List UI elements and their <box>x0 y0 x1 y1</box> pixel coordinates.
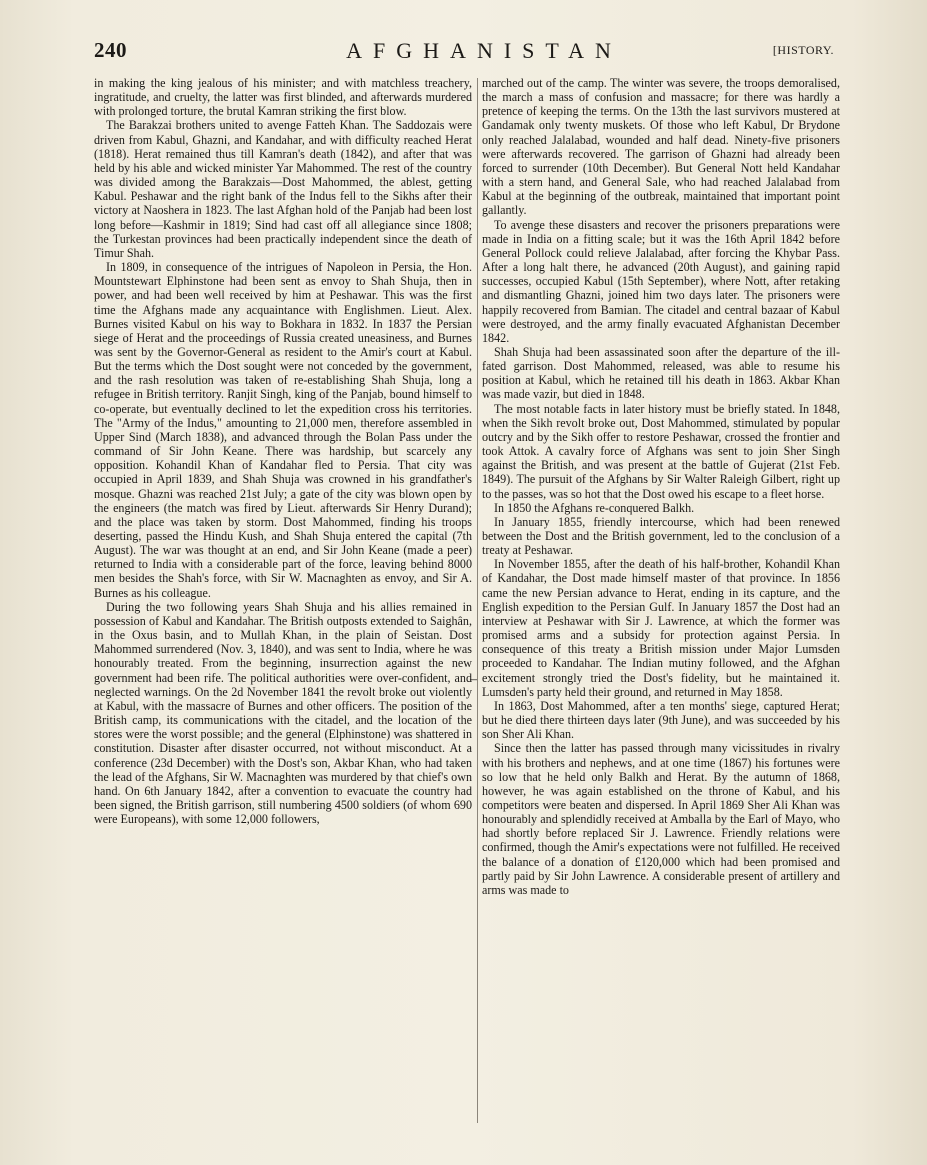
page-number: 240 <box>94 38 127 62</box>
paragraph: In 1863, Dost Mahommed, after a ten months' siege, captured Herat; but he died there thirteen days later (9th June), and was succeeded by his son Sher Ali Khan. <box>482 698 840 742</box>
paragraph: Since then the latter has passed through many vicissitudes in rivalry with his brothers and nephews, and at one time (1867) his fortunes were so low that he held only Balkh and Herat. By the autumn of 1868, however, he was again established on the throne of Kabul, and his competitors were beaten and dispersed. In April 1869 Sher Ali Khan was honourably and splendidly received at Amballa by the Earl of Mayo, who had shortly before replaced Sir J. Lawrence. Friendly relations were confirmed, though the Amir's expectations were not fulfilled. He received the balance of a donation of £120,000 which had been promised and partly paid by Sir John Lawrence. A considerable present of artillery and arms was made to <box>482 741 840 897</box>
paragraph: The Barakzai brothers united to avenge Fatteh Khan. The Saddozais were driven from Kabul, Ghazni, and Kandahar, and with difficulty reached Herat (1818). Herat remained thus till Kamran's death (1842), and after that was held by his able and wicked minister Yar Mahommed. The rest of the country was divided among the Barakzais—Dost Mahommed, the ablest, getting Kabul. Peshawar and the right bank of the Indus fell to the Sikhs after their victory at Naoshera in 1823. The last Afghan hold of the Panjab had been lost long before—Kashmir in 1819; Sind had cast off all allegiance since 1808; the Turkestan provinces had been practically independent since the death of Timur Shah. <box>94 118 472 260</box>
paragraph: During the two following years Shah Shuja and his allies remained in possession of Kabul and Kandahar. The British outposts extended to Saighân, in the Oxus basin, and to Mullah Khan, in the plain of Seistan. Dost Mahommed surrendered (Nov. 3, 1840), and was sent to India, where he was honourably treated. From the beginning, insurrection against the new government had been rife. The political authorities were over-confident, and neglected warnings. On the 2d November 1841 the revolt broke out violently at Kabul, with the massacre of Burnes and other officers. The position of the British camp, its communications with the citadel, and the location of the stores were the worst possible; and the general (Elphinstone) was shattered in constitution. Disaster after disaster occurred, not without misconduct. At a conference (23d December) with the Dost's son, Akbar Khan, who had taken the lead of the Afghans, Sir W. Macnaghten was murdered by that chief's own hand. On 6th January 1842, after a convention to evacuate the country had been signed, the British garrison, still numbering 4500 soldiers (of whom 690 were Europeans), with some 12,000 followers, <box>94 599 472 827</box>
paragraph: in making the king jealous of his minister; and with matchless treachery, ingratitude, and cruelty, the latter was first blinded, and afterwards murdered with prolonged torture, the brutal Kamran striking the first blow. <box>94 76 472 119</box>
paragraph: marched out of the camp. The winter was severe, the troops demoralised, the march a mass of confusion and massacre; for there was hardly a pretence of keeping the terms. On the 13th the last survivors mustered at Gandamak only twenty muskets. Of those who left Kabul, Dr Brydone only reached Jalalabad, wounded and half dead. Ninety-five prisoners were afterwards recovered. The garrison of Ghazni had already been forced to surrender (10th December). But General Nott held Kandahar with a stern hand, and General Sale, who had reached Jalalabad from Kabul at the beginning of the outbreak, maintained that important point gallantly. <box>482 76 840 218</box>
paragraph: In January 1855, friendly intercourse, which had been renewed between the Dost and the British government, led to the conclusion of a treaty at Peshawar. <box>482 514 840 558</box>
page-header <box>94 38 834 68</box>
margin-mark: – <box>470 672 477 687</box>
paragraph: To avenge these disasters and recover the prisoners preparations were made in India on a fitting scale; but it was the 16th April 1842 before General Pollock could relieve Jalalabad, after forcing the Khybar Pass. After a long halt there, he advanced (20th August), and gaining rapid successes, occupied Kabul (15th September), where Nott, after retaking and dismantling Ghazni, joined him two days later. The prisoners were happily recovered from Bamian. The citadel and central bazaar of Kabul were destroyed, and the army finally evacuated Afghanistan December 1842. <box>482 217 840 345</box>
left-column <box>94 76 472 826</box>
paragraph: The most notable facts in later history must be briefly stated. In 1848, when the Sikh revolt broke out, Dost Mahommed, stimulated by popular outcry and by the Sikh offer to restore Peshawar, crossed the frontier and took Attok. A cavalry force of Afghans was sent to join Sher Singh against the British, and was present at the battle of Gujerat (21st Feb. 1849). The pursuit of the Afghans by Sir Walter Raleigh Gilbert, right up to the passes, was so hot that the Dost owed his escape to a fleet horse. <box>482 401 840 501</box>
column-divider <box>477 78 478 1123</box>
paragraph: In 1850 the Afghans re-conquered Balkh. <box>494 500 695 515</box>
section-tag: [HISTORY. <box>772 43 834 57</box>
paragraph: In November 1855, after the death of his half-brother, Kohandil Khan of Kandahar, the Dost made himself master of that province. In 1856 came the new Persian advance to Herat, ending in its capture, and the English expedition to the Persian Gulf. In January 1857 the Dost had an interview at Peshawar with Sir J. Lawrence, at which the former was promised arms and a subsidy for protection against Persia. In consequence of this treaty a British mission under Major Lumsden proceeded to Kandahar. The Indian mutiny followed, and the Afghan excitement strongly tried the Dost's fidelity, but he maintained it. Lumsden's party held their ground, and returned in May 1858. <box>482 557 840 699</box>
running-title: AFGHANISTAN <box>346 38 622 63</box>
right-column <box>482 76 840 897</box>
paragraph: Shah Shuja had been assassinated soon after the departure of the ill-fated garrison. Dost Mahommed, released, was able to resume his position at Kabul, which he retained till his death in 1863. Akbar Khan was made vazir, but died in 1848. <box>482 344 840 402</box>
paragraph: In 1809, in consequence of the intrigues of Napoleon in Persia, the Hon. Mountstewart Elphinstone had been sent as envoy to Shah Shuja, then in power, and had been well received by him at Peshawar. This was the first time the Afghans made any acquaintance with Englishmen. Lieut. Alex. Burnes visited Kabul on his way to Bokhara in 1832. In 1837 the Persian siege of Herat and the proceedings of Russia created uneasiness, and Burnes was sent by the Governor-General as resident to the Amir's court at Kabul. But the terms which the Dost sought were not conceded by the government, and the rash resolution was taken of re-establishing Shah Shuja, long a refugee in British territory. Ranjit Singh, king of the Panjab, bound himself to co-operate, but eventually declined to let the expedition cross his territories. The "Army of the Indus," amounting to 21,000 men, therefore assembled in Upper Sind (March 1838), and advanced through the Bolan Pass under the command of Sir John Keane. There was hardship, but scarcely any opposition. Kohandil Khan of Kandahar fled to Persia. That city was occupied in April 1839, and Shah Shuja was crowned in his grandfather's mosque. Ghazni was reached 21st July; a gate of the city was blown open by the engineers (the match was fired by Lieut. afterwards Sir Henry Durand); and the place was taken by storm. Dost Mahommed, finding his troops deserting, passed the Hindu Kush, and Shah Shuja entered the capital (7th August). The war was thought at an end, and Sir John Keane (made a peer) returned to India with a considerable part of the force, leaving behind 8000 men besides the Shah's force, with Sir W. Macnaghten as envoy, and Sir A. Burnes as his colleague. <box>94 260 472 600</box>
